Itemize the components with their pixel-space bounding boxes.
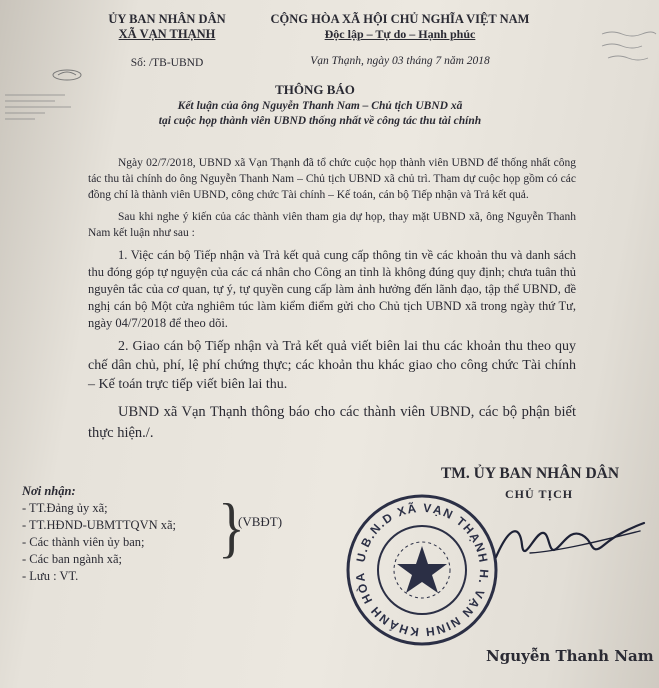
national-header: [240, 12, 560, 69]
recipient-item: - TT.HĐND-UBMTTQVN xã;: [22, 518, 177, 532]
signer-name: Nguyễn Thanh Nam: [486, 647, 654, 665]
document-number: Số: /TB-UBND: [130, 57, 204, 69]
subject-line-2: tại cuộc họp thành viên UBND thống nhất về công tác thu tài chính: [158, 115, 482, 127]
body-paragraph-1: Ngày 02/7/2018, UBND xã Vạn Thạnh đã tổ chức cuộc họp thành viên UBND để thống nhất công tác thu tài chính do ông Nguyễn Thanh Nam – Chủ tịch UBND xã chủ trì. Tham dự cuộc họp gồm có các đồng chí là thành viên UBND, công chức Tài chính – Kế toán, cán bộ Tiếp nhận và Trả kết quả.: [88, 157, 576, 201]
body-paragraph-2: Sau khi nghe ý kiến của các thành viên tham gia dự họp, thay mặt UBND xã, ông Nguyễn Thanh Nam kết luận như sau :: [88, 211, 576, 239]
body-paragraph-5: UBND xã Vạn Thạnh thông báo cho các thành viên UBND, các bộ phận biết thực hiện./.: [88, 404, 576, 441]
place-date: Vạn Thạnh, ngày 03 tháng 7 năm 2018: [310, 55, 490, 67]
country-name: CỘNG HÒA XÃ HỘI CHỦ NGHĨA VIỆT NAM: [270, 12, 530, 26]
recipient-item: - TT.Đảng ủy xã;: [22, 501, 108, 515]
document-type: THÔNG BÁO: [275, 82, 355, 97]
recipient-item: - Các ban ngành xã;: [22, 552, 122, 566]
issuer-org-line1: ỦY BAN NHÂN DÂN: [108, 12, 226, 26]
recipients-group-note: (VBĐT): [238, 514, 283, 529]
received-stamp-mark: [48, 66, 86, 84]
body-paragraph-4: 2. Giao cán bộ Tiếp nhận và Trả kết quả viết biên lai thu các khoản thu theo quy chế dân chủ, phí, lệ phí chứng thực; các khoản thu khác giao cho công chức Tài chính – Kế toán trực tiếp viết biên lai thu.: [88, 339, 576, 392]
seal-text: U.B.N.D XÃ VẠN THẠNH H. VẠN NINH KHÁNH HÒA: [352, 500, 492, 640]
recipients-title: Nơi nhận:: [22, 484, 76, 498]
handwritten-signature: [490, 505, 650, 575]
recipient-item: - Các thành viên ủy ban;: [22, 535, 145, 549]
document-subject: [90, 99, 550, 129]
signature-title: TM. ỦY BAN NHÂN DÂN: [440, 465, 620, 482]
corner-handwritten-note: [600, 28, 658, 71]
body-paragraph-3: 1. Việc cán bộ Tiếp nhận và Trả kết quả cung cấp thông tin về các khoản thu và danh sách thu đóng góp tự nguyện của các cá nhân cho Công an tỉnh là không đúng quy định; chưa tuân thủ nguyên tắc của cơ quan, tự ý, tự quyền cung cấp làm ảnh hưởng đến lãnh đạo, tập thể UBND, đề nghị cán bộ Một cửa nghiêm túc làm kiểm điểm gửi cho Chủ tịch UBND xã trong ngày thứ Tư, ngày 04/7/2018 để theo dõi.: [88, 248, 576, 330]
official-seal: [342, 490, 502, 650]
national-motto: Độc lập – Tự do – Hạnh phúc: [324, 27, 476, 41]
issuer-block: [92, 12, 242, 71]
document-body: [88, 155, 576, 444]
subject-line-1: Kết luận của ông Nguyễn Thanh Nam – Chủ tịch UBND xã: [177, 100, 463, 112]
signature-role: CHỦ TỊCH: [505, 487, 574, 501]
recipient-item: - Lưu : VT.: [22, 569, 79, 583]
recipients-brace: }: [218, 490, 245, 566]
issuer-org-line2: XÃ VẠN THẠNH: [118, 27, 216, 41]
margin-handwritten-note: [5, 92, 77, 129]
